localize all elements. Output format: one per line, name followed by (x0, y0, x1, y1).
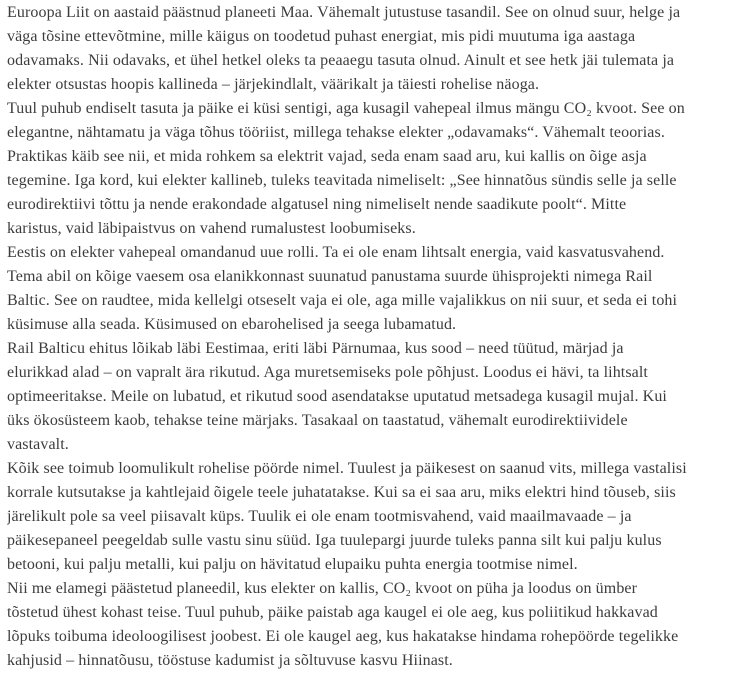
text-line: tõstetud ühest kohast teise. Tuul puhub, päike paistab aga kaugel ei ole aeg, kus poliitikud hakkavad (7, 604, 658, 621)
text-line: elurikkad alad – on vapralt ära rikutud. Aga muretsemiseks pole põhjust. Loodus ei hävi, ta lihtsalt (7, 364, 648, 381)
text-line: Eestis on elekter vahepeal omandanud uue rolli. Ta ei ole enam lihtsalt energia, vaid kasvatusvahend. (7, 244, 665, 261)
text-line: küsimuse alla seada. Küsimused on ebarohelised ja seega lubamatud. (7, 316, 457, 333)
text-line: Praktikas käib see nii, et mida rohkem sa elektrit vajad, seda enam saad aru, kui kallis on õige asja (7, 148, 647, 165)
text-line: eurodirektiivi tõttu ja nende erakondade algatusel ning nimeliselt nende saadikute poolt“. Mitte (7, 196, 627, 213)
text-line: tegemine. Iga kord, kui elekter kallineb, tuleks teavitada nimeliselt: „See hinnatõus sündis selle ja selle (7, 172, 677, 189)
text-line: päikesepaneel peegeldab sulle vastu sinu süüd. Iga tuulepargi juurde tuleks panna silt kui palju kulus (7, 532, 662, 549)
text-line: Baltic. See on raudtee, mida kellelgi otseselt vaja ei ole, aga mille vajalikkus on nii suur, et seda ei tohi (7, 292, 678, 309)
text-line: kahjusid – hinnatõusu, tööstuse kadumist ja sõltuvuse kasvu Hiinast. (7, 652, 453, 669)
paragraph (7, 577, 745, 673)
text-line: karistus, vaid läbipaistvus on vahend rumalustest loobumiseks. (7, 220, 416, 237)
text-line: Tema abil on kõige vaesem osa elanikkonnast suunatud panustama suurde ühisprojekti nimega Rail (7, 268, 653, 285)
text-line: Kõik see toimub loomulikult rohelise pöörde nimel. Tuulest ja päikesest on saanud vits, millega vastalisi (7, 460, 687, 477)
text-line: järelikult pole sa veel piisavalt küps. Tuulik ei ole enam tootmisvahend, vaid maailmavaade – ja (7, 508, 632, 525)
text-line: elegantne, nähtamatu ja väga tõhus tööriist, millega tehakse elekter „odavamaks“. Vähemalt teoorias. (7, 124, 665, 141)
text-line: üks ökosüsteem kaob, tehakse teine märjaks. Tasakaal on taastatud, vähemalt eurodirektiividele (7, 412, 628, 429)
text-line: elekter otsustas hoopis kallineda – järjekindlalt, väärikalt ja täiesti rohelise näoga. (7, 76, 540, 93)
text-line: Rail Balticu ehitus lõikab läbi Eestimaa, eriti läbi Pärnumaa, kus sood – need tüütud, märjad ja (7, 340, 624, 357)
text-line: optimeeritakse. Meile on lubatud, et rikutud sood asendatakse uputatud metsadega kusagil mujal. Kui (7, 388, 667, 405)
text-line: Euroopa Liit on aastaid päästnud planeeti Maa. Vähemalt jutustuse tasandil. See on olnud suur, helge ja (7, 4, 681, 21)
paragraph (7, 457, 745, 577)
paragraph (7, 337, 745, 457)
paragraph (7, 97, 745, 241)
text-line: lõpuks toibuma ideoloogilisest joobest. Ei ole kaugel aeg, kus hakatakse hindama rohepöörde tegelikke (7, 628, 679, 645)
text-line: vastavalt. (7, 436, 69, 453)
paragraph (7, 1, 745, 97)
article-text (7, 1, 745, 673)
text-line: betooni, kui palju metalli, kui palju on hävitatud elupaiku puhta energia tootmise nimel. (7, 556, 578, 573)
text-line: korrale kutsutakse ja kahtlejaid õigele teele juhatatakse. Kui sa ei saa aru, miks elektri hind tõuseb, siis (7, 484, 676, 501)
text-line: väga tõsine ettevõtmine, mille käigus on toodetud puhast energiat, mis pidi muutuma iga aastaga (7, 28, 636, 45)
paragraph (7, 241, 745, 337)
text-line: Tuul puhub endiselt tasuta ja päike ei küsi sentigi, aga kusagil vahepeal ilmus mängu CO₂ kvoot. See on (7, 100, 685, 117)
text-line: odavamaks. Nii odavaks, et ühel hetkel oleks ta peaaegu tasuta olnud. Ainult et see hetk jäi tulemata ja (7, 52, 675, 69)
text-line: Nii me elamegi päästetud planeedil, kus elekter on kallis, CO₂ kvoot on püha ja loodus on ümber (7, 580, 638, 597)
